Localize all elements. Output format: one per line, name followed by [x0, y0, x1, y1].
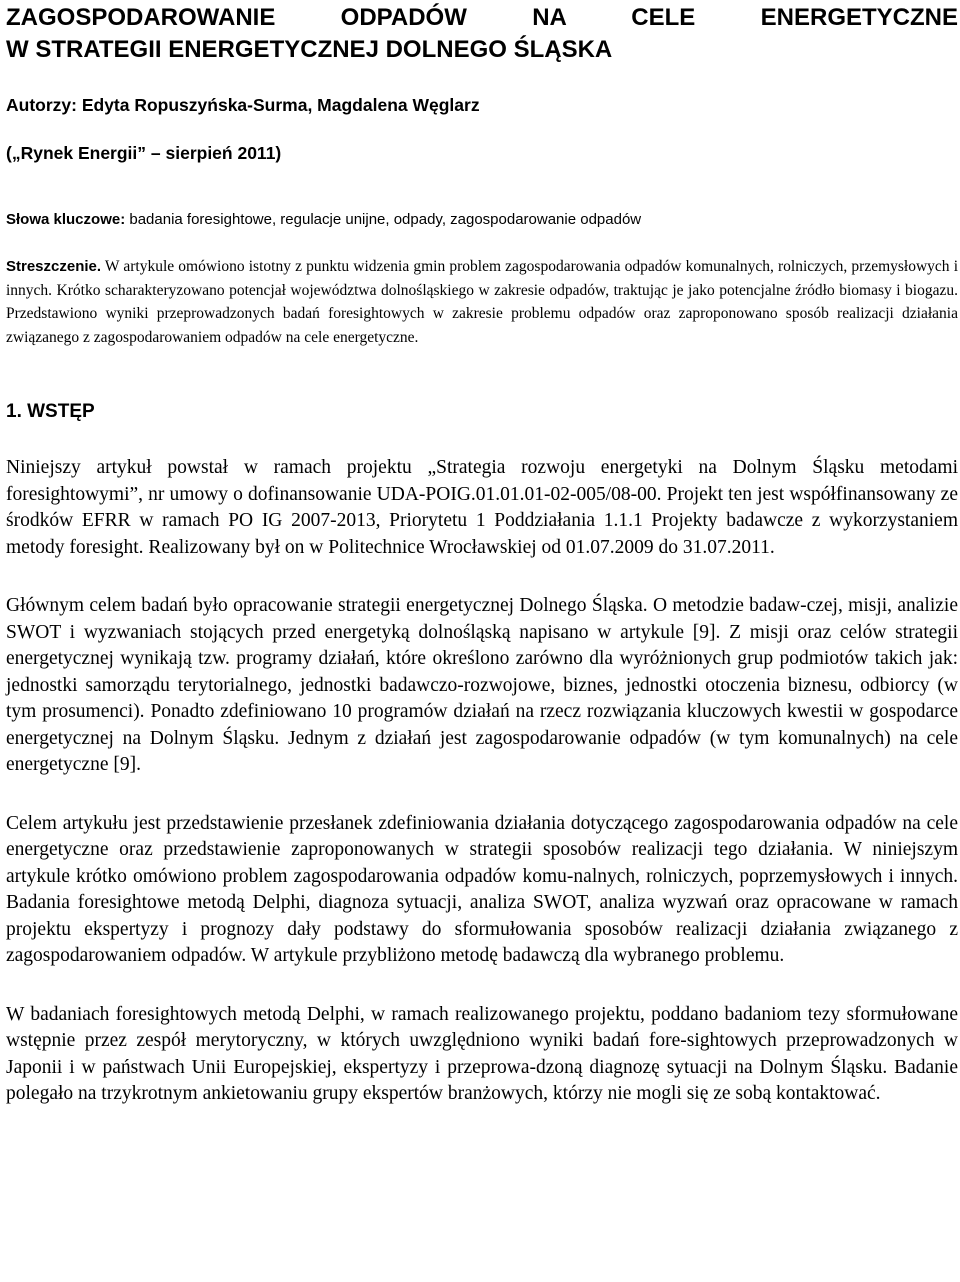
keywords-label: Słowa kluczowe: [6, 211, 126, 228]
abstract-label: Streszczenie. [6, 258, 102, 275]
keywords-text: badania foresightowe, regulacje unijne, odpady, zagospodarowanie odpadów [125, 211, 642, 228]
article-title [6, 2, 958, 66]
body-paragraph-1: Niniejszy artykuł powstał w ramach projektu „Strategia rozwoju energetyki na Dolnym Śląsku metodami foresightowymi”, nr umowy o dofinansowanie UDA-POIG.01.01.01-02-005/08-00. Projekt ten jest współfinansowany ze środków EFRR w ramach PO IG 2007-2013, Priorytetu 1 Poddziałania 1.1.1 Projekty badawcze z wykorzystaniem metody foresight. Realizowany był on w Politechnice Wrocławskiej od 01.07.2009 do 31.07.2011. [6, 457, 958, 558]
keywords-block [6, 210, 958, 230]
article-title-line-1: ZAGOSPODAROWANIE ODPADÓW NA CELE ENERGETYCZNE [6, 4, 958, 31]
document-page [6, 0, 958, 1108]
body-paragraph-4: W badaniach foresightowych metodą Delphi, w ramach realizowanego projektu, poddano badaniom tezy sformułowane wstępnie przez zespół merytoryczny, w których uwzględniono wyniki badań fore-sightowych przeprowadzonych w Japonii i w państwach Unii Europejskiej, ekspertyzy i przeprowa-dzoną diagnozę sytuacji na Dolnym Śląsku. Badanie polegało na trzykrotnym ankietowaniu grupy ekspertów branżowych, którzy nie mogli się ze sobą kontaktować. [6, 1003, 958, 1105]
source-line: („Rynek Energii” – sierpień 2011) [6, 143, 282, 163]
abstract-block [6, 255, 958, 349]
abstract-text: W artykule omówiono istotny z punktu widzenia gmin problem zagospodarowania odpadów komunalnych, rolniczych, przemysłowych i innych. Krótko scharakteryzowano potencjał województwa dolnośląskiego w zakresie odpadów, traktując je jako potencjalne źródło biomasy i biogazu. Przedstawiono wyniki przeprowadzonych badań foresightowych w zakresie problemu odpadów oraz zaproponowano sposób realizacji działania związanego z zagospodarowaniem odpadów na cele energetyczne. [6, 258, 958, 346]
body-paragraph-3: Celem artykułu jest przedstawienie przesłanek zdefiniowania działania dotyczącego zagospodarowania odpadów na cele energetyczne oraz przedstawienie zaproponowanych w strategii sposobów realizacji tego działania. W niniejszym artykule krótko omówiono problem zagospodarowania odpadów komu-nalnych, rolniczych, poprzemysłowych i innych. Badania foresightowe metodą Delphi, diagnoza sytuacji, analiza SWOT, analiza wyzwań oraz opracowane w ramach projektu ekspertyzy i prognozy dały podstawy do sformułowania sposobów realizacji działania związanego z zagospodarowaniem odpadów. W artykule przybliżono metodę badawczą dla wybranego problemu. [6, 812, 958, 967]
authors-line: Autorzy: Edyta Ropuszyńska-Surma, Magdalena Węglarz [6, 95, 480, 115]
article-title-line-2: W STRATEGII ENERGETYCZNEJ DOLNEGO ŚLĄSKA [6, 36, 613, 63]
body-paragraph-2: Głównym celem badań było opracowanie strategii energetycznej Dolnego Śląska. O metodzie badaw-czej, misji, analizie SWOT i wyzwaniach stojących przed energetyką dolnośląską napisano w artykule [9]. Z misji oraz celów strategii energetycznej wynikają tzw. programy działań, które określono zarówno dla wyróżnionych grup podmiotów takich jak: jednostki samorządu terytorialnego, jednostki badawczo-rozwojowe, biznes, jednostki otoczenia biznesu, odbiorcy (w tym prosumenci). Ponadto zdefiniowano 10 programów działań na rzecz rozwiązania kluczowych kwestii w gospodarce energetycznej na Dolnym Śląsku. Jednym z działań jest zagospodarowanie odpadów (w tym komunalnych) na cele energetyczne [9]. [6, 595, 958, 776]
section-heading: 1. WSTĘP [6, 401, 95, 423]
